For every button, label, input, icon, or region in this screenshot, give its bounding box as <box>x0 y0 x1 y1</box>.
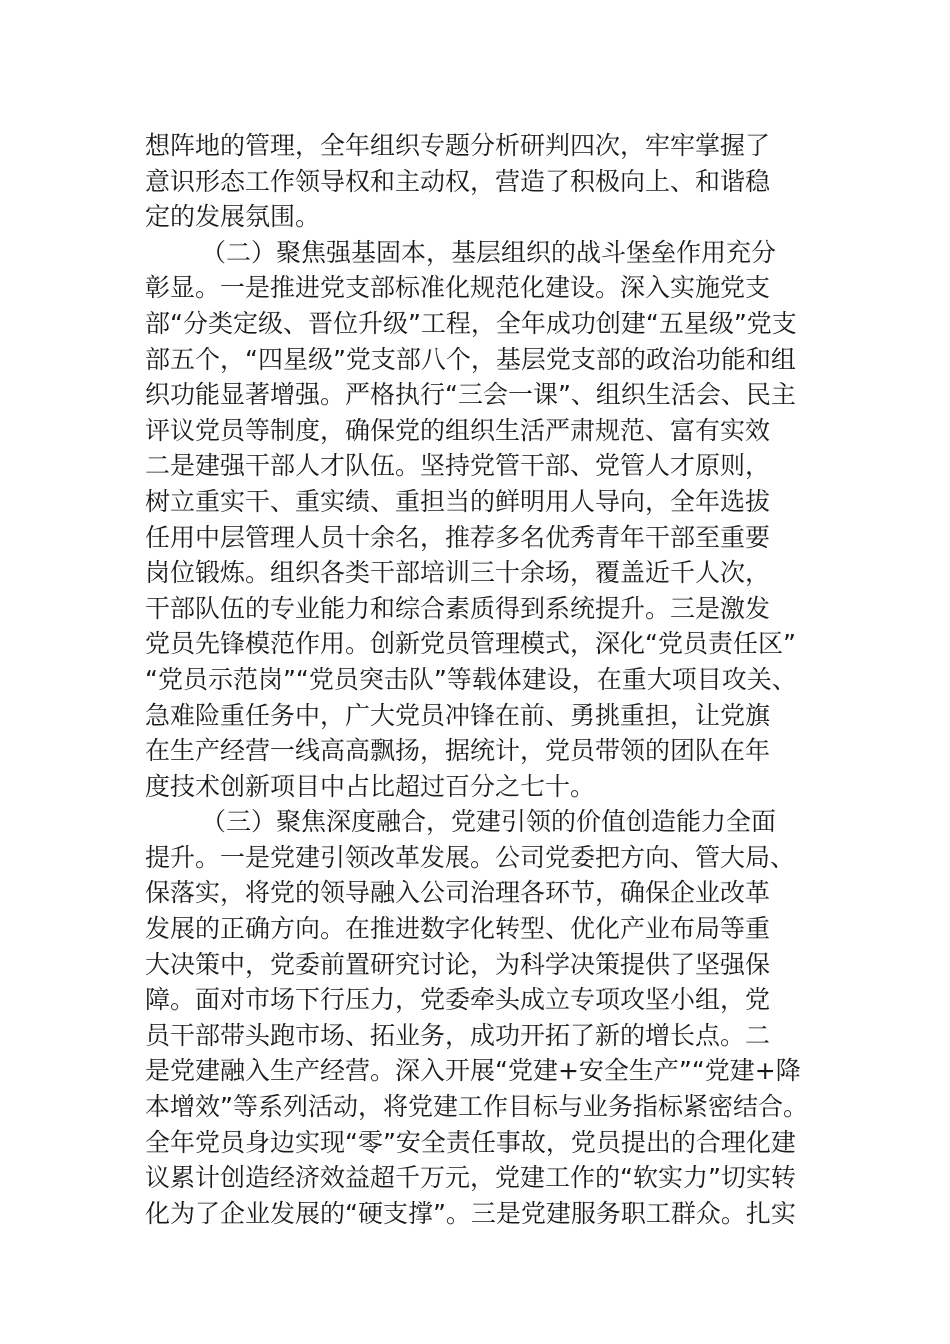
text-line: 障。面对市场下行压力，党委牵头成立专项攻坚小组，党 <box>145 985 771 1015</box>
text-line: 任用中层管理人员十余名，推荐多名优秀青年干部至重要 <box>145 522 771 552</box>
text-line: 树立重实干、重实绩、重担当的鲜明用人导向，全年选拔 <box>145 486 771 516</box>
text-line: 急难险重任务中，广大党员冲锋在前、勇挑重担，让党旗 <box>145 700 771 730</box>
text-line: 度技术创新项目中占比超过百分之七十。 <box>145 771 596 801</box>
text-line: 党员先锋模范作用。创新党员管理模式，深化“党员责任区” <box>145 629 796 659</box>
section-heading-line: （三）聚焦深度融合，党建引领的价值创造能力全面 <box>201 807 777 837</box>
text-line: 保落实，将党的领导融入公司治理各环节，确保企业改革 <box>145 878 771 908</box>
text-line: 部五个，“四星级”党支部八个，基层党支部的政治功能和组 <box>145 344 796 374</box>
text-line: 提升。一是党建引领改革发展。公司党委把方向、管大局、 <box>145 842 796 872</box>
text-line: “党员示范岗”“党员突击队”等载体建设，在重大项目攻关、 <box>145 664 797 694</box>
text-line: 全年党员身边实现“零”安全责任事故，党员提出的合理化建 <box>145 1127 796 1157</box>
text-line: 员干部带头跑市场、拓业务，成功开拓了新的增长点。二 <box>145 1020 771 1050</box>
text-line: 议累计创造经济效益超千万元，党建工作的“软实力”切实转 <box>145 1163 796 1193</box>
text-line: 本增效”等系列活动，将党建工作目标与业务指标紧密结合。 <box>145 1092 808 1122</box>
text-line: 意识形态工作领导权和主动权，营造了积极向上、和谐稳 <box>145 166 771 196</box>
text-line: 在生产经营一线高高飘扬，据统计，党员带领的团队在年 <box>145 736 771 766</box>
text-line: 是党建融入生产经营。深入开展“党建+安全生产”“党建+降 <box>145 1056 801 1086</box>
text-line: 定的发展氛围。 <box>145 202 321 232</box>
document-body <box>145 128 810 1231</box>
text-line: 岗位锻炼。组织各类干部培训三十余场，覆盖近千人次， <box>145 558 771 588</box>
text-line: 二是建强干部人才队伍。坚持党管干部、党管人才原则， <box>145 451 771 481</box>
text-line: 干部队伍的专业能力和综合素质得到系统提升。三是激发 <box>145 593 771 623</box>
text-line: 大决策中，党委前置研究讨论，为科学决策提供了坚强保 <box>145 949 771 979</box>
text-line: 部“分类定级、晋位升级”工程，全年成功创建“五星级”党支 <box>145 308 797 338</box>
text-line: 评议党员等制度，确保党的组织生活严肃规范、富有实效 <box>145 415 771 445</box>
section-heading-line: （二）聚焦强基固本，基层组织的战斗堡垒作用充分 <box>201 237 777 267</box>
text-line: 发展的正确方向。在推进数字化转型、优化产业布局等重 <box>145 914 771 944</box>
text-line: 想阵地的管理，全年组织专题分析研判四次，牢牢掌握了 <box>145 131 771 160</box>
text-line: 彰显。一是推进党支部标准化规范化建设。深入实施党支 <box>145 273 771 303</box>
text-line: 化为了企业发展的“硬支撑”。三是党建服务职工群众。扎实 <box>145 1198 796 1228</box>
text-line: 织功能显著增强。严格执行“三会一课”、组织生活会、民主 <box>145 380 796 410</box>
